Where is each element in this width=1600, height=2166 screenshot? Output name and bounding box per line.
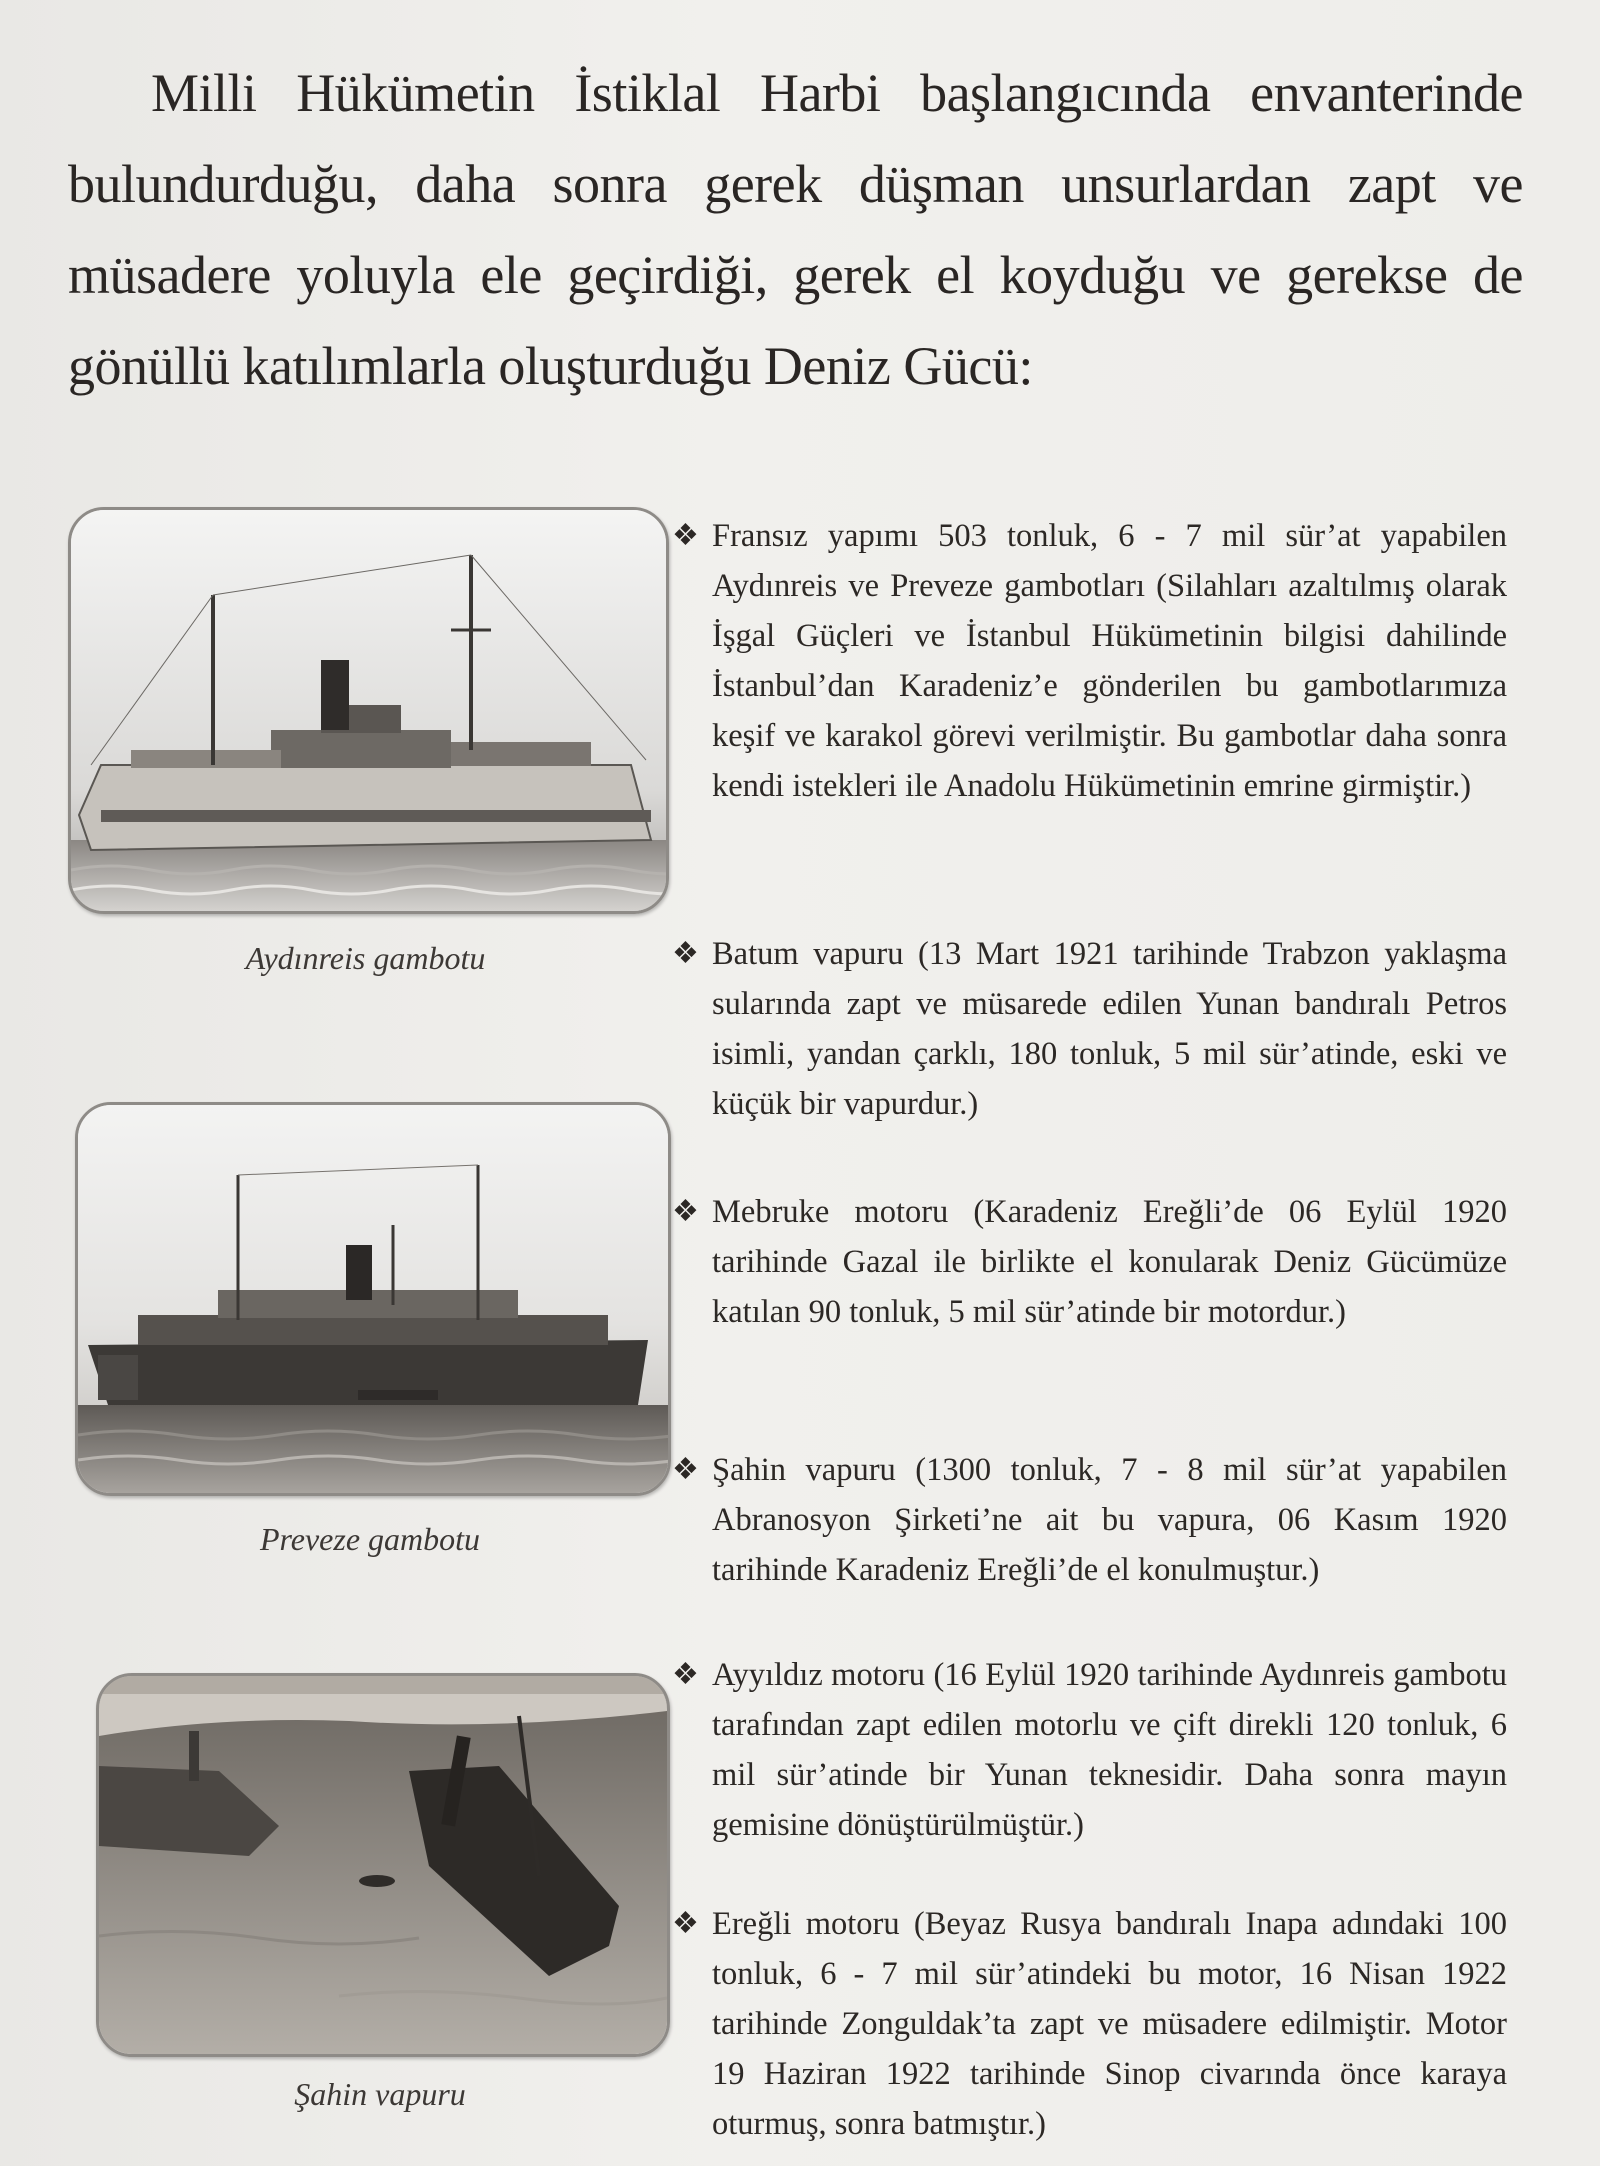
list-item bbox=[672, 929, 1507, 1129]
list-item-text: Ereğli motoru (Beyaz Rusya bandıralı Inapa adındaki 100 tonluk, 6 - 7 mil sür’atindeki bu motor, 16 Nisan 1922 tarihinde Zonguldak’ta zapt ve müsadere edilmiştir. Motor 19 Haziran 1922 tarihinde Sinop civarında önce karaya oturmuş, sonra batmıştır.) bbox=[712, 1906, 1507, 2142]
diamond-bullet-icon: ❖ bbox=[672, 937, 699, 970]
list-item bbox=[672, 1650, 1507, 1850]
list-item-text: Ayyıldız motoru (16 Eylül 1920 tarihinde Aydınreis gambotu tarafından zapt edilen motorlu ve çift direkli 120 tonluk, 6 mil sür’atinde bir Yunan teknesidir. Daha sonra mayın gemisine dönüştürülmüştür.) bbox=[712, 1657, 1507, 1843]
diamond-bullet-icon: ❖ bbox=[672, 1195, 699, 1228]
diamond-bullet-icon: ❖ bbox=[672, 519, 699, 552]
list-item bbox=[672, 1187, 1507, 1337]
diamond-bullet-icon: ❖ bbox=[672, 1658, 699, 1691]
photo-preveze-gunboat bbox=[75, 1102, 671, 1496]
diamond-bullet-icon: ❖ bbox=[672, 1453, 699, 1486]
intro-paragraph: Milli Hükümetin İstiklal Harbi başlangıcında envanterinde bulundurduğu, daha sonra gerek düşman unsurlardan zapt ve müsadere yoluyla ele geçirdiği, gerek el koyduğu ve gerekse de gönüllü katılımlarla oluşturduğu Deniz Gücü: bbox=[68, 63, 1523, 396]
list-item-text: Mebruke motoru (Karadeniz Ereğli’de 06 Eylül 1920 tarihinde Gazal ile birlikte el konularak Deniz Gücümüze katılan 90 tonluk, 5 mil sür’atinde bir motordur.) bbox=[712, 1194, 1507, 1330]
list-item bbox=[672, 1899, 1507, 2149]
list-item-text: Fransız yapımı 503 tonluk, 6 - 7 mil sür’at yapabilen Aydınreis ve Preveze gambotları (Silahları azaltılmış olarak İşgal Güçleri ve İstanbul Hükümetinin bilgisi dahilinde İstanbul’dan Karadeniz’e gönderilen bu gambotlarımıza keşif ve karakol görevi verilmiştir. Bu gambotlar daha sonra kendi istekleri ile Anadolu Hükümetinin emrine girmiştir.) bbox=[712, 518, 1507, 804]
list-item-text: Şahin vapuru (1300 tonluk, 7 - 8 mil sür’at yapabilen Abranosyon Şirketi’ne ait bu vapura, 06 Kasım 1920 tarihinde Karadeniz Ereğli’de el konulmuştur.) bbox=[712, 1452, 1507, 1588]
caption-preveze-gunboat: Preveze gambotu bbox=[259, 1521, 481, 1557]
diamond-bullet-icon: ❖ bbox=[672, 1907, 699, 1940]
photo-sahin-steamer bbox=[96, 1673, 670, 2057]
caption-aydinreis-gunboat: Aydınreis gambotu bbox=[245, 940, 486, 976]
list-item bbox=[672, 1445, 1507, 1595]
photo-aydinreis-gunboat bbox=[68, 507, 669, 914]
list-item-text: Batum vapuru (13 Mart 1921 tarihinde Trabzon yaklaşma sularında zapt ve müsarede edilen Yunan bandıralı Petros isimli, yandan çarklı, 180 tonluk, 5 mil sür’atinde, eski ve küçük bir vapurdur.) bbox=[712, 936, 1507, 1122]
caption-sahin-steamer: Şahin vapuru bbox=[294, 2076, 466, 2112]
list-item bbox=[672, 511, 1507, 811]
